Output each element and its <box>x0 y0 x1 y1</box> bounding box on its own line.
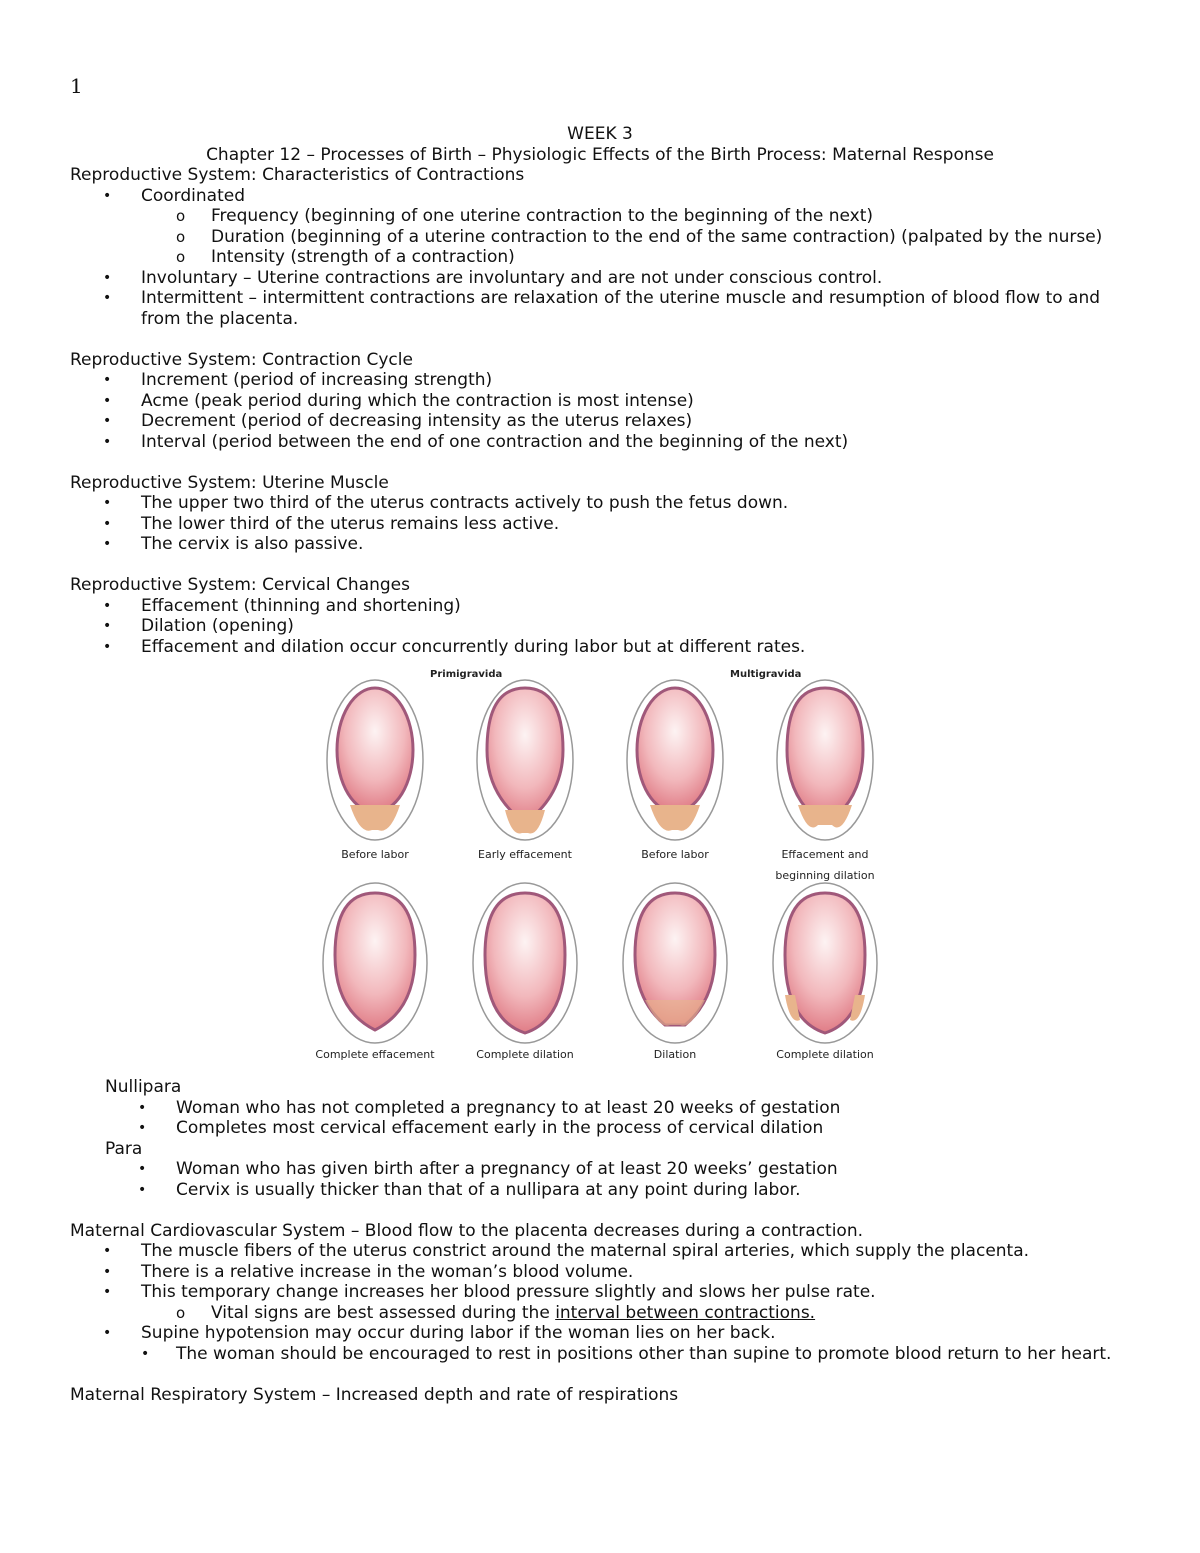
bp-text: This temporary change increases her blood pressure slightly and slows her pulse rate. <box>141 1282 876 1302</box>
uterus-early-effacement <box>477 680 573 840</box>
list-item: • The cervix is also passive. <box>70 534 1130 555</box>
cervical-changes-figure <box>315 665 900 1065</box>
figure-caption: Before labor <box>341 848 409 861</box>
uterus-dilation <box>623 883 727 1043</box>
contractions-heading: Reproductive System: Characteristics of Contractions <box>70 165 525 185</box>
list-item: • Effacement (thinning and shortening) <box>70 596 1130 617</box>
list-item: • Intermittent – intermittent contractions are relaxation of the uterine muscle and resumption of blood flow to and from the placenta. <box>70 288 1130 329</box>
uterus-before-labor-1 <box>327 680 423 840</box>
cervical-heading: Reproductive System: Cervical Changes <box>70 575 410 595</box>
uterus-complete-dilation-2 <box>773 883 877 1043</box>
list-item <box>70 1323 1130 1364</box>
muscle-heading: Reproductive System: Uterine Muscle <box>70 472 389 493</box>
list-item: • Increment (period of increasing strength) <box>70 370 1130 391</box>
list-item <box>70 1303 1130 1324</box>
figure-caption: Effacement and beginning dilation <box>775 848 875 882</box>
muscle-list <box>70 493 1130 555</box>
list-item: • Dilation (opening) <box>70 616 1130 637</box>
respiratory-heading: Maternal Respiratory System – Increased depth and rate of respirations <box>70 1384 679 1405</box>
figure-caption: Complete dilation <box>776 1048 874 1061</box>
list-item: • The lower third of the uterus remains less active. <box>70 514 1130 535</box>
page-number: 1 <box>70 74 83 98</box>
cycle-heading: Reproductive System: Contraction Cycle <box>70 349 413 370</box>
list-item: • Woman who has not completed a pregnancy to at least 20 weeks of gestation <box>105 1098 1130 1119</box>
uterus-effacement-beginning-dilation <box>777 680 873 840</box>
list-item: o Duration (beginning of a uterine contraction to the end of the same contraction) (palpated by the nurse) <box>70 227 1130 248</box>
cardio-list <box>70 1241 1130 1364</box>
contractions-list <box>70 186 1130 330</box>
list-item: • Acme (peak period during which the contraction is most intense) <box>70 391 1130 412</box>
para-heading: Para <box>105 1138 143 1159</box>
list-item: • Interval (period between the end of one contraction and the beginning of the next) <box>70 432 1130 453</box>
figure-caption: Early effacement <box>478 848 572 861</box>
primigravida-label: Primigravida <box>430 669 503 680</box>
list-item: • The muscle fibers of the uterus constrict around the maternal spiral arteries, which supply the placenta. <box>70 1241 1130 1262</box>
uterus-before-labor-2 <box>627 680 723 840</box>
list-item <box>70 1282 1130 1323</box>
figure-caption: Before labor <box>641 848 709 861</box>
uterus-complete-dilation-1 <box>473 883 577 1043</box>
list-item: • Cervix is usually thicker than that of a nullipara at any point during labor. <box>105 1180 1130 1201</box>
week-title: WEEK 3 <box>567 124 633 144</box>
list-item: o Frequency (beginning of one uterine contraction to the beginning of the next) <box>70 206 1130 227</box>
list-item: • Effacement and dilation occur concurrently during labor but at different rates. <box>70 637 1130 658</box>
list-item <box>70 186 1130 268</box>
list-item: • Decrement (period of decreasing intensity as the uterus relaxes) <box>70 411 1130 432</box>
nullipara-list <box>105 1098 1130 1139</box>
multigravida-label: Multigravida <box>730 669 802 680</box>
list-item: • Woman who has given birth after a pregnancy of at least 20 weeks’ gestation <box>105 1159 1130 1180</box>
supine-sublist <box>141 1344 1130 1365</box>
chapter-title: Chapter 12 – Processes of Birth – Physiologic Effects of the Birth Process: Maternal Response <box>206 144 994 165</box>
uterus-complete-effacement <box>323 883 427 1043</box>
vital-text: Vital signs are best assessed during the <box>211 1302 556 1323</box>
list-item: o Intensity (strength of a contraction) <box>70 247 1130 268</box>
supine-text: Supine hypotension may occur during labor if the woman lies on her back. <box>141 1323 776 1343</box>
cervical-list <box>70 596 1130 658</box>
list-item: • Involuntary – Uterine contractions are involuntary and are not under conscious control. <box>70 268 1130 289</box>
cardio-heading: Maternal Cardiovascular System – Blood flow to the placenta decreases during a contraction. <box>70 1220 864 1241</box>
nullipara-heading: Nullipara <box>105 1077 182 1097</box>
vital-sublist <box>141 1303 1130 1324</box>
list-item: • Completes most cervical effacement early in the process of cervical dilation <box>105 1118 1130 1139</box>
cycle-list <box>70 370 1130 452</box>
figure-caption: Complete effacement <box>315 1048 435 1061</box>
figure-caption: Complete dilation <box>476 1048 574 1061</box>
list-item: • The woman should be encouraged to rest in positions other than supine to promote blood return to her heart. <box>70 1344 1130 1365</box>
vital-underlined: interval between contractions. <box>555 1302 816 1323</box>
list-item: • The upper two third of the uterus contracts actively to push the fetus down. <box>70 493 1130 514</box>
figure-caption: Dilation <box>653 1048 697 1061</box>
nullipara-section <box>70 1077 1130 1200</box>
list-item: • There is a relative increase in the woman’s blood volume. <box>70 1262 1130 1283</box>
para-list <box>105 1159 1130 1200</box>
coordinated-text: Coordinated <box>141 185 245 206</box>
coordinated-sublist <box>141 206 1130 268</box>
document-body <box>70 124 1130 1405</box>
